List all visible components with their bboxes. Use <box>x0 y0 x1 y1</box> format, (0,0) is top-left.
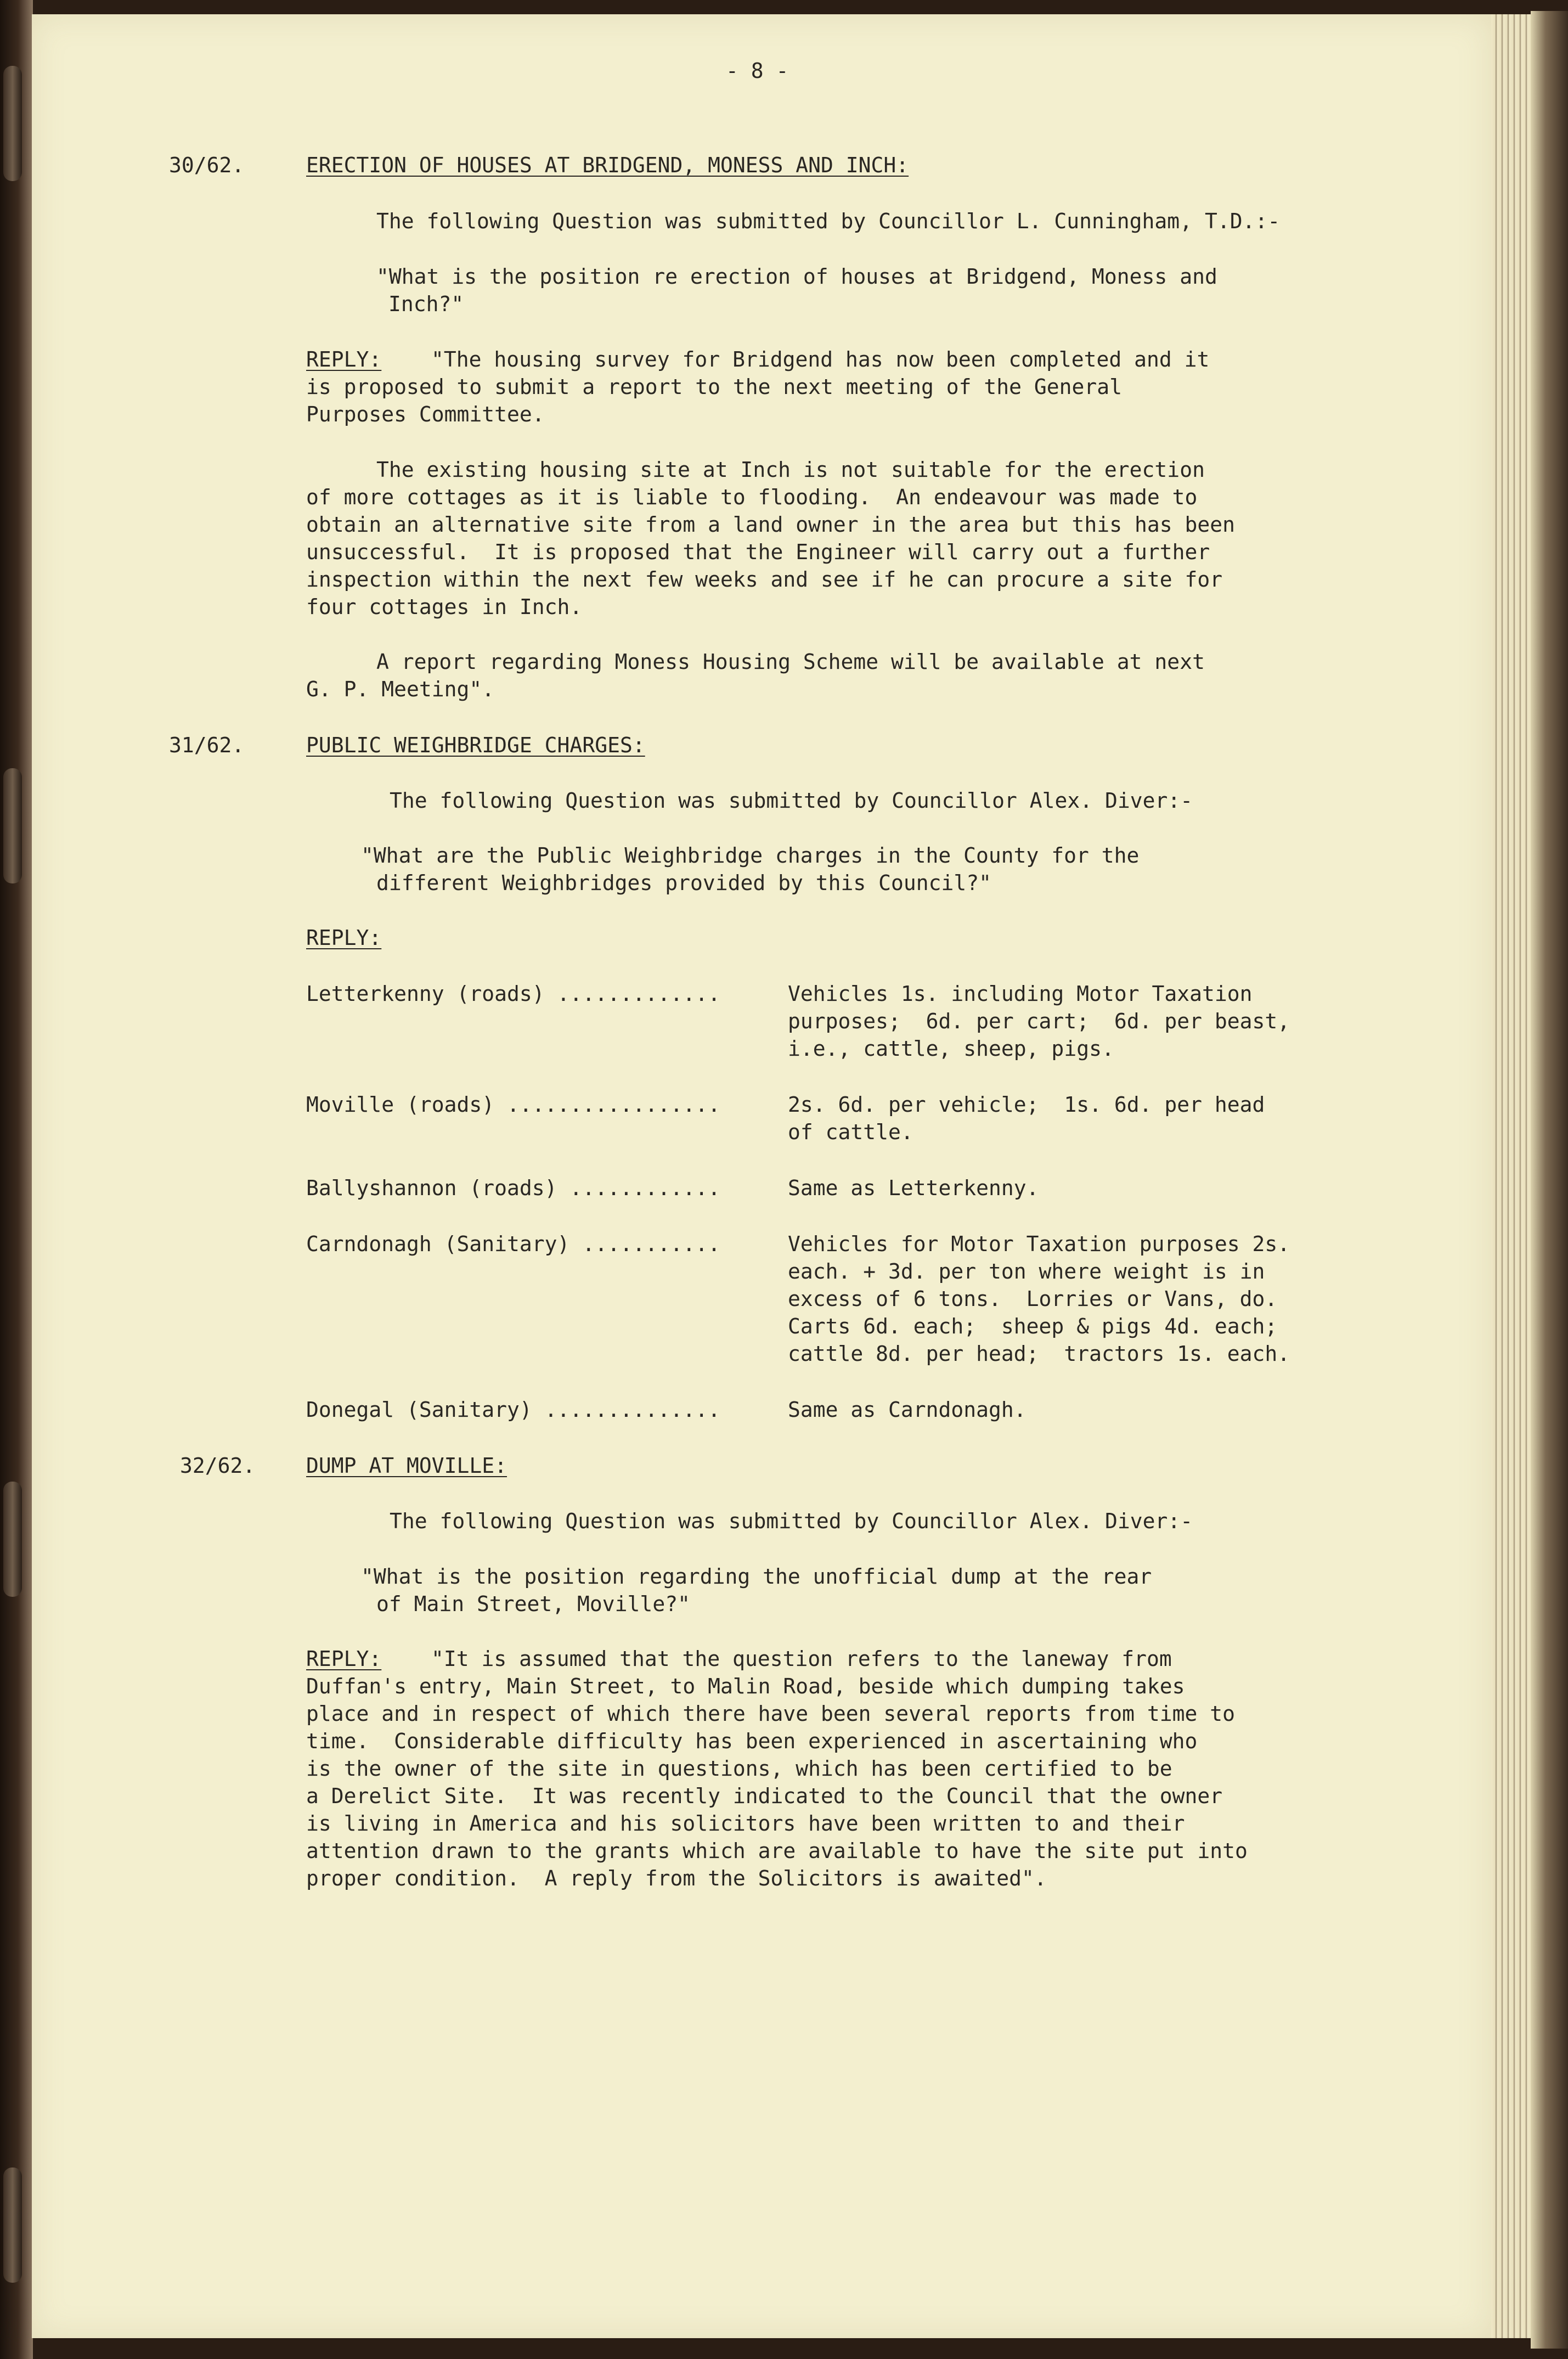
binding-spine <box>0 0 33 2359</box>
weighbridge-charge: Vehicles for Motor Taxation purposes 2s. <box>788 1232 1290 1256</box>
paragraph-line: A report regarding Moness Housing Scheme will be available at next <box>376 650 1205 674</box>
question-line: "What is the position re erection of houses at Bridgend, Moness and <box>376 264 1217 289</box>
weighbridge-charge: of cattle. <box>788 1120 913 1144</box>
weighbridge-place: Ballyshannon (roads) ............ <box>306 1176 720 1200</box>
page-number: - 8 - <box>726 59 789 83</box>
paragraph-line: unsuccessful. It is proposed that the Engineer will carry out a further <box>306 540 1210 564</box>
reply-line: "The housing survey for Bridgend has now been completed and it <box>431 347 1210 371</box>
binding-ring <box>3 1482 22 1597</box>
weighbridge-place: Moville (roads) ................. <box>306 1093 720 1117</box>
reply-line: Purposes Committee. <box>306 402 545 426</box>
section-heading: ERECTION OF HOUSES AT BRIDGEND, MONESS AND INCH: <box>306 153 909 177</box>
reply-line: place and in respect of which there have been several reports from time to <box>306 1702 1235 1726</box>
reply-label: REPLY: <box>306 1647 382 1671</box>
weighbridge-charge: Carts 6d. each; sheep & pigs 4d. each; <box>788 1314 1278 1338</box>
question-intro: The following Question was submitted by Councillor Alex. Diver:- <box>390 789 1193 813</box>
reply-line: attention drawn to the grants which are available to have the site put into <box>306 1839 1248 1863</box>
weighbridge-charge: Same as Carndonagh. <box>788 1398 1026 1422</box>
weighbridge-place: Donegal (Sanitary) .............. <box>306 1398 720 1422</box>
paragraph-line: of more cottages as it is liable to flooding. An endeavour was made to <box>306 485 1198 509</box>
weighbridge-charge: i.e., cattle, sheep, pigs. <box>788 1037 1114 1061</box>
reply-line: "It is assumed that the question refers to the laneway from <box>431 1647 1172 1671</box>
reply-line: Duffan's entry, Main Street, to Malin Road, beside which dumping takes <box>306 1674 1185 1698</box>
binding-ring <box>3 66 22 181</box>
section-number: 31/62. <box>169 733 245 757</box>
reply-line: is living in America and his solicitors have been written to and their <box>306 1811 1185 1836</box>
reply-line: is the owner of the site in questions, which has been certified to be <box>306 1756 1172 1781</box>
weighbridge-place: Carndonagh (Sanitary) ........... <box>306 1232 720 1256</box>
book-edge <box>1531 11 1568 2349</box>
question-line: different Weighbridges provided by this Council?" <box>376 871 992 895</box>
weighbridge-charge: each. + 3d. per ton where weight is in <box>788 1259 1265 1283</box>
reply-label: REPLY: <box>306 347 382 371</box>
weighbridge-charge: excess of 6 tons. Lorries or Vans, do. <box>788 1287 1278 1311</box>
question-line: "What is the position regarding the unofficial dump at the rear <box>361 1564 1152 1589</box>
weighbridge-place: Letterkenny (roads) ............. <box>306 982 720 1006</box>
section-number: 30/62. <box>169 153 245 177</box>
reply-line: a Derelict Site. It was recently indicated to the Council that the owner <box>306 1784 1223 1808</box>
question-intro: The following Question was submitted by Councillor Alex. Diver:- <box>390 1509 1193 1533</box>
weighbridge-charge: purposes; 6d. per cart; 6d. per beast, <box>788 1009 1290 1033</box>
document-page <box>32 14 1491 2338</box>
paragraph-line: inspection within the next few weeks and see if he can procure a site for <box>306 567 1223 592</box>
reply-label: REPLY: <box>306 926 382 950</box>
weighbridge-charge: cattle 8d. per head; tractors 1s. each. <box>788 1342 1290 1366</box>
reply-line: is proposed to submit a report to the next meeting of the General <box>306 375 1123 399</box>
question-line: of Main Street, Moville?" <box>376 1592 690 1616</box>
section-heading: DUMP AT MOVILLE: <box>306 1454 507 1478</box>
reply-line: time. Considerable difficulty has been experienced in ascertaining who <box>306 1729 1198 1753</box>
reply-line: proper condition. A reply from the Solicitors is awaited". <box>306 1866 1047 1890</box>
weighbridge-charge: Vehicles 1s. including Motor Taxation <box>788 982 1253 1006</box>
document-text <box>32 14 1491 2338</box>
section-heading: PUBLIC WEIGHBRIDGE CHARGES: <box>306 733 645 757</box>
question-line: Inch?" <box>388 292 464 316</box>
paragraph-line: four cottages in Inch. <box>306 595 583 619</box>
binding-ring <box>3 768 22 883</box>
binding-ring <box>3 2167 22 2283</box>
paragraph-line: G. P. Meeting". <box>306 677 495 701</box>
question-intro: The following Question was submitted by Councillor L. Cunningham, T.D.:- <box>376 209 1281 233</box>
section-number: 32/62. <box>180 1454 256 1478</box>
paragraph-line: The existing housing site at Inch is not suitable for the erection <box>376 458 1205 482</box>
question-line: "What are the Public Weighbridge charges in the County for the <box>361 843 1140 868</box>
weighbridge-charge: 2s. 6d. per vehicle; 1s. 6d. per head <box>788 1093 1265 1117</box>
paragraph-line: obtain an alternative site from a land owner in the area but this has been <box>306 513 1235 537</box>
weighbridge-charge: Same as Letterkenny. <box>788 1176 1039 1200</box>
